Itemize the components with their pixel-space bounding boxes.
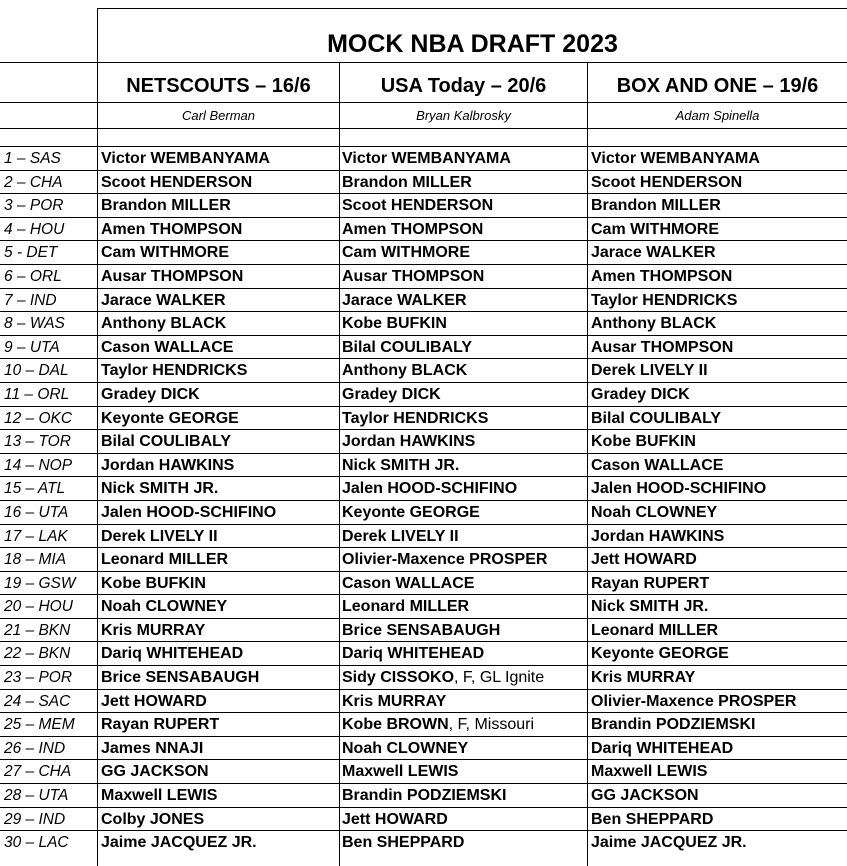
boxandone-player: Amen THOMPSON — [591, 267, 733, 285]
netscouts-player: Nick SMITH JR. — [101, 480, 219, 498]
usatoday-player-name: Maxwell LEWIS — [342, 763, 459, 781]
netscouts-player: Brandon MILLER — [101, 197, 231, 215]
table-row — [0, 383, 847, 407]
usatoday-player — [342, 501, 480, 524]
table-row — [0, 147, 847, 171]
usatoday-player — [342, 430, 475, 453]
boxandone-player: Jett HOWARD — [591, 551, 697, 569]
boxandone-player: Cason WALLACE — [591, 456, 724, 474]
usatoday-player-name: Keyonte GEORGE — [342, 503, 480, 521]
table-row — [0, 737, 847, 761]
column-header-2: USA Today – 20/6 — [380, 75, 547, 97]
table-row — [0, 312, 847, 336]
usatoday-player — [342, 218, 483, 241]
usatoday-player-name: Brandin PODZIEMSKI — [342, 787, 507, 805]
pick-label: 11 – ORL — [4, 385, 70, 403]
table-row — [0, 595, 847, 619]
boxandone-player: Gradey DICK — [591, 385, 690, 403]
usatoday-player — [342, 642, 484, 665]
table-row — [0, 407, 847, 431]
netscouts-player: Taylor HENDRICKS — [101, 362, 248, 380]
usatoday-player-name: Jalen HOOD-SCHIFINO — [342, 480, 518, 498]
netscouts-player: Bilal COULIBALY — [101, 433, 232, 451]
usatoday-player-name: Brice SENSABAUGH — [342, 621, 501, 639]
netscouts-player: Maxwell LEWIS — [101, 787, 218, 805]
table-row — [0, 218, 847, 242]
netscouts-player: Kris MURRAY — [101, 621, 206, 639]
table-row — [0, 265, 847, 289]
column-header-1: NETSCOUTS – 16/6 — [126, 75, 311, 97]
usatoday-player-name: Cason WALLACE — [342, 574, 475, 592]
pick-label: 24 – SAC — [4, 692, 71, 710]
table-row — [0, 548, 847, 572]
table-row — [0, 784, 847, 808]
column-author-1: Carl Berman — [182, 108, 255, 123]
usatoday-player-name: Jarace WALKER — [342, 291, 467, 309]
netscouts-player: Cason WALLACE — [101, 338, 234, 356]
netscouts-player: Anthony BLACK — [101, 315, 227, 333]
usatoday-player — [342, 831, 464, 854]
netscouts-player: Noah CLOWNEY — [101, 598, 228, 616]
table-row — [0, 642, 847, 666]
pick-label: 16 – UTA — [4, 503, 69, 521]
usatoday-player — [342, 477, 517, 500]
page-title: MOCK NBA DRAFT 2023 — [327, 30, 618, 58]
pick-label: 12 – OKC — [4, 409, 73, 427]
row-divider — [0, 102, 847, 103]
table-row — [0, 713, 847, 737]
table-row — [0, 171, 847, 195]
boxandone-player: Noah CLOWNEY — [591, 503, 718, 521]
pick-label: 5 - DET — [4, 244, 58, 262]
usatoday-player-name: Ben SHEPPARD — [342, 834, 465, 852]
boxandone-player: Victor WEMBANYAMA — [591, 150, 760, 167]
boxandone-player: Jalen HOOD-SCHIFINO — [591, 480, 767, 498]
table-row — [0, 359, 847, 383]
usatoday-player-name: Cam WITHMORE — [342, 244, 470, 262]
boxandone-player: Dariq WHITEHEAD — [591, 739, 734, 757]
usatoday-player — [342, 737, 468, 760]
table-row — [0, 831, 847, 855]
netscouts-player: GG JACKSON — [101, 763, 209, 781]
pick-label: 10 – DAL — [4, 362, 69, 380]
netscouts-player: Leonard MILLER — [101, 551, 229, 569]
pick-label: 17 – LAK — [4, 527, 68, 545]
usatoday-player — [342, 265, 484, 288]
column-author-3: Adam Spinella — [675, 108, 760, 123]
pick-label: 7 – IND — [4, 291, 57, 309]
usatoday-player-name: Ausar THOMPSON — [342, 267, 485, 285]
usatoday-player — [342, 359, 467, 382]
boxandone-player: Brandin PODZIEMSKI — [591, 716, 756, 734]
boxandone-player: Brandon MILLER — [591, 197, 721, 215]
usatoday-player-name: Dariq WHITEHEAD — [342, 645, 485, 663]
netscouts-player: James NNAJI — [101, 739, 204, 757]
boxandone-player: Jordan HAWKINS — [591, 527, 725, 545]
table-row — [0, 477, 847, 501]
pick-label: 8 – WAS — [4, 315, 65, 333]
boxandone-player: Scoot HENDERSON — [591, 173, 743, 191]
usatoday-player — [342, 525, 459, 548]
usatoday-player-name: Leonard MILLER — [342, 598, 470, 616]
usatoday-player — [342, 147, 511, 170]
netscouts-player: Victor WEMBANYAMA — [101, 150, 270, 167]
table-row — [0, 289, 847, 313]
pick-label: 22 – BKN — [4, 645, 71, 663]
usatoday-player — [342, 595, 469, 618]
usatoday-player — [342, 336, 472, 359]
pick-label: 30 – LAC — [4, 834, 69, 852]
usatoday-player — [342, 619, 500, 642]
boxandone-player: GG JACKSON — [591, 787, 699, 805]
table-row — [0, 336, 847, 360]
usatoday-player-name: Jett HOWARD — [342, 810, 448, 828]
netscouts-player: Derek LIVELY II — [101, 527, 218, 545]
pick-label: 25 – MEM — [4, 716, 75, 734]
pick-label: 3 – POR — [4, 197, 64, 215]
column-header-3: BOX AND ONE – 19/6 — [616, 75, 819, 97]
table-row — [0, 430, 847, 454]
boxandone-player: Olivier-Maxence PROSPER — [591, 692, 797, 710]
usatoday-player-name: Gradey DICK — [342, 385, 441, 403]
usatoday-player — [342, 784, 506, 807]
row-divider — [97, 8, 847, 9]
usatoday-player-name: Derek LIVELY II — [342, 527, 459, 545]
netscouts-player: Ausar THOMPSON — [101, 267, 244, 285]
table-row — [0, 572, 847, 596]
boxandone-player: Taylor HENDRICKS — [591, 291, 738, 309]
usatoday-player — [342, 548, 547, 571]
pick-label: 2 – CHA — [4, 173, 63, 191]
pick-label: 6 – ORL — [4, 267, 62, 285]
usatoday-player — [342, 194, 493, 217]
table-row — [0, 241, 847, 265]
usatoday-player — [342, 454, 459, 477]
usatoday-player-name: Brandon MILLER — [342, 173, 472, 191]
pick-label: 14 – NOP — [4, 456, 73, 474]
usatoday-player-name: Anthony BLACK — [342, 362, 468, 380]
table-row — [0, 808, 847, 832]
boxandone-player: Leonard MILLER — [591, 621, 719, 639]
boxandone-player: Derek LIVELY II — [591, 362, 708, 380]
table-row — [0, 666, 847, 690]
pick-label: 28 – UTA — [4, 787, 69, 805]
netscouts-player: Jaime JACQUEZ JR. — [101, 834, 257, 852]
usatoday-player — [342, 690, 446, 713]
netscouts-player: Jalen HOOD-SCHIFINO — [101, 503, 277, 521]
usatoday-player — [342, 383, 441, 406]
pick-label: 13 – TOR — [4, 433, 71, 451]
boxandone-player: Bilal COULIBALY — [591, 409, 722, 427]
usatoday-player — [342, 760, 458, 783]
pick-label: 4 – HOU — [4, 220, 65, 238]
usatoday-player-extra: , F, GL Ignite — [454, 669, 545, 687]
pick-rows — [0, 147, 847, 855]
pick-label: 27 – CHA — [4, 763, 72, 781]
table-row — [0, 525, 847, 549]
netscouts-player: Jordan HAWKINS — [101, 456, 235, 474]
table-row — [0, 690, 847, 714]
usatoday-player-name: Nick SMITH JR. — [342, 456, 460, 474]
boxandone-player: Nick SMITH JR. — [591, 598, 709, 616]
table-row — [0, 454, 847, 478]
usatoday-player-name: Taylor HENDRICKS — [342, 409, 489, 427]
usatoday-player — [342, 713, 534, 736]
pick-label: 19 – GSW — [4, 574, 76, 592]
table-row — [0, 194, 847, 218]
usatoday-player — [342, 289, 467, 312]
boxandone-player: Jaime JACQUEZ JR. — [591, 834, 747, 852]
boxandone-player: Ausar THOMPSON — [591, 338, 734, 356]
pick-label: 26 – IND — [4, 739, 66, 757]
boxandone-player: Jarace WALKER — [591, 244, 716, 262]
netscouts-player: Rayan RUPERT — [101, 716, 220, 734]
boxandone-player: Rayan RUPERT — [591, 574, 710, 592]
netscouts-player: Gradey DICK — [101, 385, 200, 403]
usatoday-player — [342, 808, 448, 831]
pick-label: 29 – IND — [4, 810, 66, 828]
usatoday-player-name: Bilal COULIBALY — [342, 338, 473, 356]
boxandone-player: Kris MURRAY — [591, 669, 696, 687]
pick-label: 15 – ATL — [4, 480, 66, 498]
usatoday-player-extra: , F, Missouri — [448, 716, 534, 734]
row-divider — [0, 128, 847, 129]
pick-label: 23 – POR — [4, 669, 73, 687]
usatoday-player-name: Kris MURRAY — [342, 692, 447, 710]
usatoday-player-name: Noah CLOWNEY — [342, 739, 469, 757]
usatoday-player — [342, 666, 544, 689]
usatoday-player — [342, 572, 474, 595]
netscouts-player: Dariq WHITEHEAD — [101, 645, 244, 663]
pick-label: 21 – BKN — [4, 621, 71, 639]
netscouts-player: Scoot HENDERSON — [101, 173, 253, 191]
pick-label: 9 – UTA — [4, 338, 60, 356]
row-divider — [0, 62, 847, 63]
netscouts-player: Brice SENSABAUGH — [101, 669, 260, 687]
table-row — [0, 501, 847, 525]
pick-label: 20 – HOU — [4, 598, 73, 616]
boxandone-player: Kobe BUFKIN — [591, 433, 696, 451]
boxandone-player: Ben SHEPPARD — [591, 810, 714, 828]
boxandone-player: Maxwell LEWIS — [591, 763, 708, 781]
boxandone-player: Keyonte GEORGE — [591, 645, 729, 663]
table-row — [0, 760, 847, 784]
table-row — [0, 619, 847, 643]
boxandone-player: Anthony BLACK — [591, 315, 717, 333]
netscouts-player: Colby JONES — [101, 810, 205, 828]
pick-label: 18 – MIA — [4, 551, 67, 569]
usatoday-player-name: Sidy CISSOKO — [342, 669, 455, 687]
netscouts-player: Jarace WALKER — [101, 291, 226, 309]
netscouts-player: Kobe BUFKIN — [101, 574, 206, 592]
netscouts-player: Jett HOWARD — [101, 692, 207, 710]
usatoday-player-name: Scoot HENDERSON — [342, 197, 494, 215]
usatoday-player-name: Amen THOMPSON — [342, 220, 484, 238]
usatoday-player — [342, 171, 472, 194]
usatoday-player — [342, 312, 447, 335]
usatoday-player-name: Victor WEMBANYAMA — [342, 150, 511, 167]
usatoday-player — [342, 407, 488, 430]
boxandone-player: Cam WITHMORE — [591, 220, 719, 238]
netscouts-player: Amen THOMPSON — [101, 220, 243, 238]
usatoday-player-name: Kobe BROWN — [342, 716, 449, 734]
usatoday-player-name: Olivier-Maxence PROSPER — [342, 551, 548, 569]
pick-label: 1 – SAS — [4, 150, 61, 167]
usatoday-player-name: Kobe BUFKIN — [342, 315, 447, 333]
usatoday-player — [342, 241, 470, 264]
netscouts-player: Keyonte GEORGE — [101, 409, 239, 427]
usatoday-player-name: Jordan HAWKINS — [342, 433, 476, 451]
netscouts-player: Cam WITHMORE — [101, 244, 229, 262]
column-author-2: Bryan Kalbrosky — [416, 108, 511, 123]
